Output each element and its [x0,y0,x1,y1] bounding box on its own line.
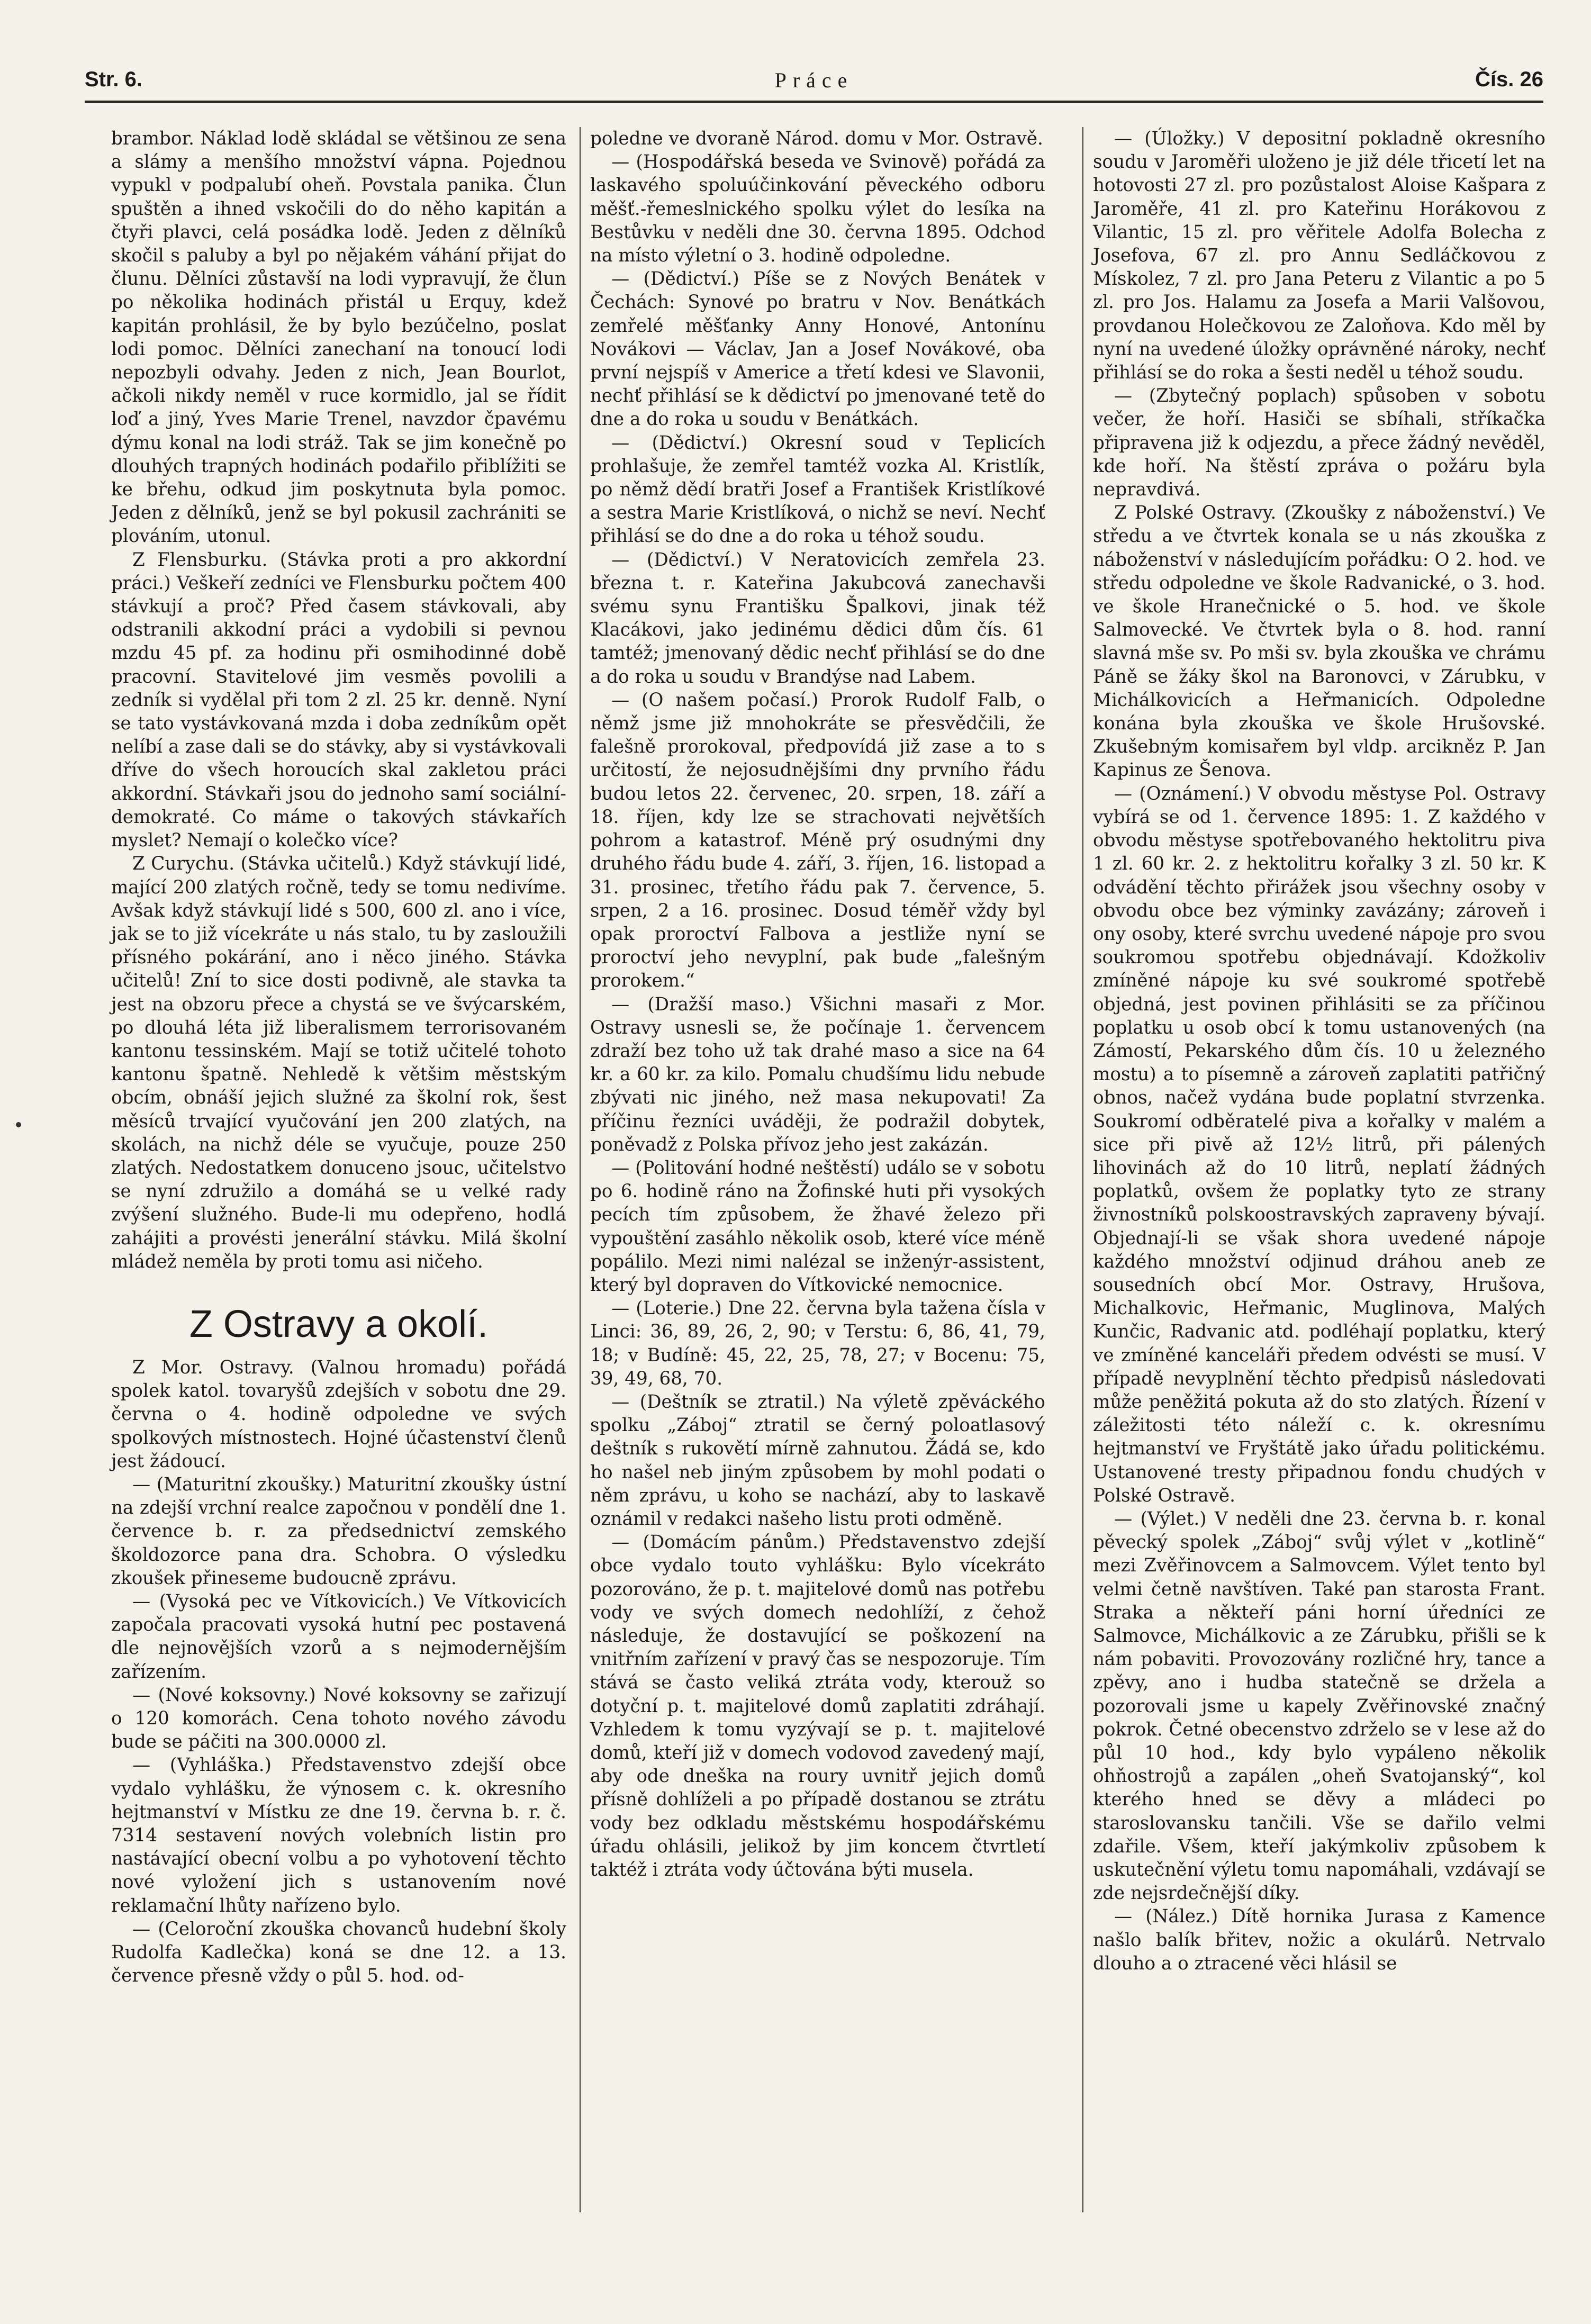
article-paragraph: — (Oznámení.) V obvodu městyse Pol. Ostravy vybírá se od 1. července 1895: 1. Z každého v obvodu městyse spotřebovaného hektolitru piva 1 zl. 60 kr. 2. z hektolitru kořalky 3 zl. 50 kr. K odvádění těchto přirážek jsou všechny osoby v obvodu obce bez výminky zavázány; zároveň i ony osoby, které svrchu uvedené nápoje pro svou soukromou spotřebu objednávají. Kdožkoliv zmíněné nápoje ku své soukromé spotřebě objedná, jest povinen přihlásiti se za příčinou poplatku u osob obcí k tomu ustanovených (na Zámostí, Pekarského dům čís. 10 u železného mostu) a to písemně a zároveň zaplatiti patřičný obnos, načež vydána bude poplatní stvrzenka. Soukromí odběratelé piva a kořalky v malém a sice při pivě až 12½ litrů, při pálených lihovinách až do 10 litrů, neplatí žádných poplatků, ovšem že poplatky tyto ze strany živnostníků polskoostravských zapraveny bývají. Objednají-li se však shora uvedené nápoje každého množství odjinud dráhou aneb ze sousedních obcí Mor. Ostravy, Hrušova, Michalkovic, Heřmanic, Muglinova, Malých Kunčic, Radvanic atd. podléhají poplatku, který ve zmíněné kanceláři předem odvésti se musí. V případě nevyplnění těchto předpisů následovati může peněžitá pokuta až do sto zlatých. Řízení v záležitosti této náleží c. k. okresnímu hejtmanství ve Fryštátě jako úřadu politickému. Ustanovené tresty připadnou fondu chudých v Polské Ostravě. [1093,783,1545,1506]
article-paragraph: — (Domácím pánům.) Představenstvo zdejší obce vydalo touto vyhlášku: Bylo vícekráto pozorováno, že p. t. majitelové domů nas potřebu vody ve svých domech nedohlíží, z čehož následuje, že dostavující se poškození na vnitřním zařízení v pravý čas se nespozoruje. Tím stává se často veliká ztráta vody, kterouž so dotyční p. t. majitelové domů zaplatiti zdráhají. Vzhledem k tomu vyzývají se p. t. majitelové domů, kteří již v domech vodovod zavedený mají, aby ode dneška na roury uvnitř jejich domů přísně dohlíželi a po případě dostanou se ztrátu vody bez odkladu městskému hospodářskému úřadu ohlásili, jelikož by jim koncem čtvrtletí taktéž i ztráta vody účtována býti musela. [590,1532,1045,1881]
section-title: Z Ostravy a okolí. [189,1303,489,1345]
newspaper-title: Práce [774,68,854,92]
article-paragraph: — (Deštník se ztratil.) Na výletě zpěváckého spolku „Záboj“ ztratil se černý poloatlasový deštník s rukovětí mírně zahnutou. Žádá se, kdo ho našel neb jiným způsobem by mohl podati o něm zprávu, u koho se nachází, aby to laskavě oznámil v redakci našeho listu proti odměně. [590,1391,1045,1530]
article-paragraph: — (Zbytečný poplach) spůsoben v sobotu večer, že hoří. Hasiči se sbíhali, stříkačka připravena již k odjezdu, a přece žádný nevěděl, kde hoří. Na štěstí zpráva o požáru byla nepravdivá. [1093,385,1545,501]
article-paragraph: — (Dědictví.) Píše se z Nových Benátek v Čechách: Synové po bratru v Nov. Benátkách zemřelé měšťanky Anny Honové, Antonínu Novákovi — Václav, Jan a Josef Novákové, oba první nejspíš v Americe a třetí kdesi ve Slavonii, nechť přihlásí se k dědictví po jmenované tetě do dne a do roka u soudu v Benátkách. [590,268,1045,430]
margin-mark [16,1122,21,1127]
article-paragraph: — (Nález.) Dítě hornika Jurasa z Kamence našlo balík břitev, nožic a okulárů. Netrvalo dlouho a o ztracené věci hlásil se [1093,1906,1545,1974]
article-paragraph: — (Vyhláška.) Představenstvo zdejší obce vydalo vyhlášku, že výnosem c. k. okresního hejtmanství v Místku ze dne 19. června b. r. č. 7314 sestavení nových volebních listin pro nastávající obecní volbu a po vyhotovení těchto nové vyložení jich s ustanovením nové reklamační lhůty nařízeno bylo. [111,1755,566,1916]
article-paragraph: — (Výlet.) V neděli dne 23. června b. r. konal pěvecký spolek „Záboj“ svůj výlet v „kotlině“ mezi Zvěřinovcem a Salmovcem. Výlet tento byl velmi četně navštíven. Také pan starosta Frant. Straka a někteří páni horní úředníci ze Salmovce, Michálkovic a ze Zárubku, přišli se k nám pobaviti. Provozovány rozličné hry, tance a zpěvy, ano i hudba statečně se držela a pozorovali jsme u kapely Zvěřinovské značný pokrok. Četné obecenstvo zdrželo se v lese až do půl 10 hod., kdy bylo vypáleno několik ohňostrojů a zapálen „oheň Svatojanský“, kol kterého hned se děvy a mládeci po staroslovansku tančili. Vše se dařilo velmi zdařile. Všem, kteří jakýmkoliv způsobem k uskutečnění výletu tomu napomáhali, vzdávají se zde nejsrdečnější díky. [1093,1508,1545,1904]
article-paragraph: — (Dědictví.) Okresní soud v Teplicích prohlašuje, že zemřel tamtéž vozka Al. Kristlík, po němž dědí bratři Josef a František Kristlíkové a sestra Marie Kristlíková, o nichž se neví. Nechť přihlásí se do dne a do roka u téhož soudu. [590,432,1045,547]
article-paragraph: poledne ve dvoraně Národ. domu v Mor. Ostravě. [590,128,1043,149]
column-divider [1082,127,1083,2212]
article-paragraph: — (Loterie.) Dne 22. června byla tažena čísla v Linci: 36, 89, 26, 2, 90; v Terstu: 6, 86, 41, 79, 18; v Budíně: 45, 22, 25, 78, 27; v Bocenu: 75, 39, 49, 68, 70. [590,1298,1045,1389]
article-zurich: Z Curychu. (Stávka učitelů.) Když stávkují lidé, mající 200 zlatých ročně, tedy se tomu nedivíme. Avšak když stávkují lidé s 500, 600 zl. ano i více, jak se to již vícekráte u nás stalo, tu by zasloužili přísného pokárání, ano i něco jiného. Stávka učitelů! Zní to sice dosti podivně, ale stavka ta jest na obzoru přece a chystá se ve švýcarském, po dlouhá léta již liberalismem terrorisovaném kantonu tessinském. Mají se totiž učitelé tohoto kantonu špatně. Nehledě k většim městským obcím, obnáší jejich služné za školní rok, šest měsíců trvající vyučování jen 200 zlatých, na skolách, na nichž déle se vyučuje, pouze 250 zlatých. Nedostatkem donuceno jsouc, učitelstvo se nyní združilo a domáhá se u velké rady zvýšení služného. Bude-li mu odepřeno, hodlá zahájiti a provésti jenerální stávku. Milá školní mládež neměla by proti tomu asi ničeho. [111,853,566,1272]
article-paragraph: — (Nové koksovny.) Nové koksovny se zařizují o 120 komorách. Cena tohoto nového závodu bude se páčiti na 300.0000 zl. [111,1684,566,1753]
column-2 [590,127,1045,1882]
article-paragraph: brambor. Náklad lodě skládal se většinou ze sena a slámy a menšího množství vápna. Pojednou vypukl v podpalubí oheň. Povstala panika. Člun spuštěn a ihned vskočili do do něho kapitán a čtyři plavci, celá posádka lodě. Jeden z dělníků skočil s paluby a byl po nějakém váhání přijat do člunu. Dělníci zůstavší na lodi vypravují, že člun po několika hodinách přistál u Erquy, kdež kapitán prohlásil, že by bylo bezúčelno, poslat lodi pomoc. Dělníci zanechaní na tonoucí lodi nepozbyli odvahy. Jeden z nich, Jean Bourlot, ačkoli nikdy neměl v ruce kormidlo, jal se řídit loď a jiný, Yves Marie Trenel, navzdor čpavému dýmu konal na lodi stráž. Tak se jim konečně po dlouhých trapných hodinách podařilo přiblížiti se ke břehu, odkud jim poskytnuta byla pomoc. Jeden z dělníků, jenž se byl pokusil zachrániti se plováním, utonul. [111,128,566,547]
article-paragraph: — (Vysoká pec ve Vítkovicích.) Ve Vítkovicích započala pracovati vysoká hutní pec postavená dle nejnovějších vzorů a s nejmodernějším zařízením. [111,1590,566,1683]
article-paragraph: — (Hospodářská beseda ve Svinově) pořádá za laskavého spoluúčinkování pěveckého odboru měšť.-řemeslnického spolku výlet do lesíka na Bestůvku v neděli dne 30. června 1895. Odchod na místo výletní o 3. hodině odpoledne. [590,151,1045,267]
article-paragraph: — (Politování hodné neštěstí) událo se v sobotu po 6. hodině ráno na Žofinské huti při vysokých pecích tím způsobem, že žhavé železo při vypouštění zasáhlo několik osob, které více méně popálilo. Mezi nimi nalézal se inženýr-assistent, který byl dopraven do Vítkovické nemocnice. [590,1157,1045,1296]
article-paragraph: Z Mor. Ostravy. (Valnou hromadu) pořádá spolek katol. tovaryšů zdejších v sobotu dne 29. června o 4. hodině odpoledne ve svých spolkových místnostech. Hojné účastenství členů jest žádoucí. [111,1357,566,1472]
article-flensburg: Z Flensburku. (Stávka proti a pro akkordní práci.) Veškeří zedníci ve Flensburku počtem 400 stávkují a proč? Před časem stávkovali, aby odstranili akkodní práci a vydobili si pevnou mzdu 45 pf. za hodinu při osmihodinné době pracovní. Stavitelové jim vesměs povolili a zedník si vydělal při tom 2 zl. 25 kr. denně. Nyní se tato vystávkovaná mzda i doba zedníkům opět nelíbí a zase dali se do stávky, aby si vystávkovali dříve do všech horoucích skal zakletou práci akkordní. Stávkaři jsou do jednoho samí sociální-demokraté. Co máme o takových stávkařích myslet? Nemají o kolečko více? [111,549,566,852]
column-1 [111,127,566,1987]
column-divider [580,127,581,2212]
article-paragraph: — (Dražší maso.) Všichni masaři z Mor. Ostravy usnesli se, že počínaje 1. červencem zdraží bez toho už tak drahé maso a sice na 64 kr. a 60 kr. za kilo. Pomalu chudšímu lidu nebude zbývati nic jiného, než masa nekupovati! Za příčinu řezníci uváději, že podražil dobytek, poněvadž z Polska přívoz jeho jest zakázán. [590,993,1045,1155]
issue-number: Čís. 26 [1475,68,1543,91]
article-paragraph: — (Celoroční zkouška chovanců hudební školy Rudolfa Kadlečka) koná se dne 12. a 13. července přesně vždy o půl 5. hod. od- [111,1918,566,1987]
page-header [85,68,1543,100]
column-3 [1093,127,1545,1975]
article-paragraph: Z Polské Ostravy. (Zkoušky z náboženství.) Ve středu a ve čtvrtek konala se u nás zkouška z náboženství v následujícím pořádku: O 2. hod. ve středu odpoledne ve škole Radvanické, o 3. hod. ve škole Hranečnické o 5. hod. ve škole Salmovecké. Ve čtvrtek byla o 8. hod. ranní slavná mše sv. Po mši sv. byla zkouška ve chrámu Páně se žáky škol na Baronovci, v Zárubku, v Michálkovicích a Heřmanicích. Odpoledne konána byla zkouška ve škole Hrušovské. Zkušebným komisařem byl vldp. arcikněz P. Jan Kapinus ze Šenova. [1093,502,1545,781]
article-paragraph: — (Maturitní zkoušky.) Maturitní zkoušky ústní na zdejší vrchní realce započnou v pondělí dne 1. července b. r. za předsednictví zemského školdozorce pana dra. Schobra. O výsledku zkoušek přineseme budoucně zprávu. [111,1473,566,1589]
header-rule [85,101,1543,103]
article-paragraph: — (Úložky.) V depositní pokladně okresního soudu v Jaroměři uloženo je již déle třicetí let na hotovosti 27 zl. pro pozůstalost Aloise Kašpara z Jaroměře, 41 zl. pro Kateřinu Horákovou z Vilantic, 15 zl. pro věřitele Adolfa Bolecha z Josefova, 67 zl. pro Annu Sedláčkovou z Mískolez, 7 zl. pro Jana Peteru z Vilantic a po 5 zl. pro Jos. Halamu za Josefa a Marii Valšovou, provdanou Holečkovou ze Zaloňova. Kdo měl by nyní na uvedené úložky oprávněné nároky, nechť přihlásí se do roka a šesti neděl u téhož soudu. [1093,128,1545,384]
article-paragraph: — (O našem počasí.) Prorok Rudolf Falb, o němž jsme již mnohokráte se přesvědčili, že falešně prorokoval, předpovídá již zase a to s určitostí, že nejosudnějšími dny prvního řádu budou letos 22. červenec, 20. srpen, 18. září a 18. říjen, kdy lze se strachovati největších pohrom a katastrof. Méně prý osudnými dny druhého řádu bude 4. září, 3. říjen, 16. listopad a 31. prosinec, třetího řádu pak 7. července, 5. srpen, 2 a 16. prosinec. Dosud téměř vždy byl opak proroctví Falbova a jestliže nyní se proroctví jeho nevyplní, pak bude „falešným prorokem.“ [590,689,1045,992]
page-number: Str. 6. [85,68,142,91]
article-paragraph: — (Dědictví.) V Neratovicích zemřela 23. března t. r. Kateřina Jakubcová zanechavši svému synu Františku Špalkovi, jinak též Klacákovi, jako jedinému dědici dům čís. 61 tamtéž; jmenovaný dědic nechť přihlásí se do dne a do roka u soudu v Brandýse nad Labem. [590,549,1045,688]
